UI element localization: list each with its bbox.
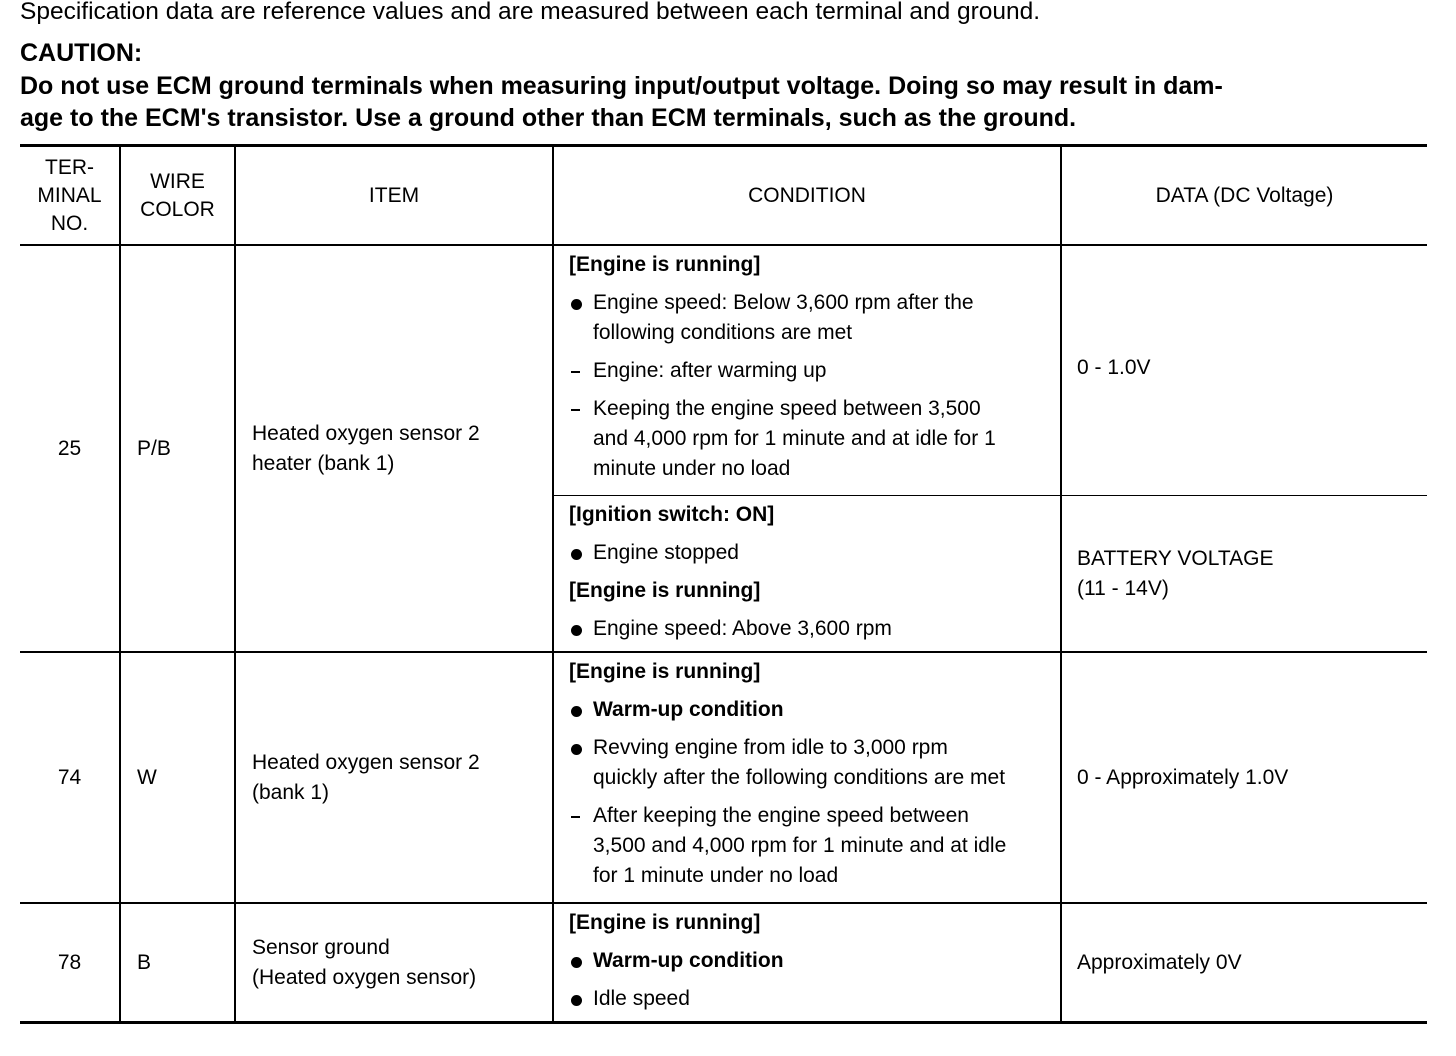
intro-text: Specification data are reference values and are measured between each terminal and ground.	[20, 0, 1041, 25]
caution-title: CAUTION:	[20, 39, 143, 67]
condition-tag: [Engine is running]	[569, 911, 761, 934]
data-value: 0 - 1.0V	[1061, 245, 1427, 496]
condition-bullet: Engine speed: Below 3,600 rpm after the following conditions are met	[569, 288, 1054, 348]
condition	[553, 496, 1061, 653]
data-value: 0 - Approximately 1.0V	[1061, 652, 1427, 903]
data-value: Approximately 0V	[1061, 903, 1427, 1023]
item: Sensor ground (Heated oxygen sensor)	[235, 903, 553, 1023]
header-wire-color: WIRE COLOR	[120, 146, 235, 246]
caution-text	[20, 70, 1430, 134]
table-row-78	[20, 903, 1427, 1023]
condition-dash: After keeping the engine speed between 3,500 and 4,000 rpm for 1 minute and at idle for 1 minute under no load	[569, 801, 1054, 891]
caution-line-2: age to the ECM's transistor. Use a ground other than ECM terminals, such as the ground.	[20, 104, 1077, 132]
condition	[553, 903, 1061, 1023]
condition-tag: [Engine is running]	[569, 579, 761, 602]
condition-tag: [Engine is running]	[569, 660, 761, 683]
condition-dash: Engine: after warming up	[569, 356, 1054, 386]
terminal-no: 78	[20, 903, 120, 1023]
condition-bullet: Revving engine from idle to 3,000 rpm quickly after the following conditions are met	[569, 733, 1054, 793]
condition-tag: [Ignition switch: ON]	[569, 503, 775, 526]
condition-bullet: Warm-up condition	[569, 946, 1054, 976]
condition-dash: Keeping the engine speed between 3,500 and 4,000 rpm for 1 minute and at idle for 1 minute under no load	[569, 394, 1054, 484]
condition	[553, 652, 1061, 903]
terminal-no: 74	[20, 652, 120, 903]
table-header-row	[20, 146, 1427, 246]
data-value: BATTERY VOLTAGE (11 - 14V)	[1061, 496, 1427, 653]
caution-line-1: Do not use ECM ground terminals when measuring input/output voltage. Doing so may result in dam-	[20, 72, 1223, 100]
item: Heated oxygen sensor 2 heater (bank 1)	[235, 245, 553, 652]
condition-bullet: Engine stopped	[569, 538, 1054, 568]
wire-color: B	[120, 903, 235, 1023]
terminal-no: 25	[57, 436, 82, 460]
header-condition: CONDITION	[553, 146, 1061, 246]
table-row-74	[20, 652, 1427, 903]
condition-tag: [Engine is running]	[569, 253, 761, 276]
condition-bullet: Idle speed	[569, 984, 1054, 1014]
wire-color: P/B	[120, 245, 235, 652]
wire-color: W	[120, 652, 235, 903]
ecm-terminal-table	[20, 144, 1427, 1024]
header-terminal-no: TER- MINAL NO.	[20, 146, 120, 246]
condition	[553, 245, 1061, 496]
item: Heated oxygen sensor 2 (bank 1)	[235, 652, 553, 903]
condition-bullet: Warm-up condition	[569, 695, 1054, 725]
header-data: DATA (DC Voltage)	[1061, 146, 1427, 246]
header-item: ITEM	[235, 146, 553, 246]
condition-bullet: Engine speed: Above 3,600 rpm	[569, 614, 1054, 644]
table-row-25a	[20, 245, 1427, 496]
